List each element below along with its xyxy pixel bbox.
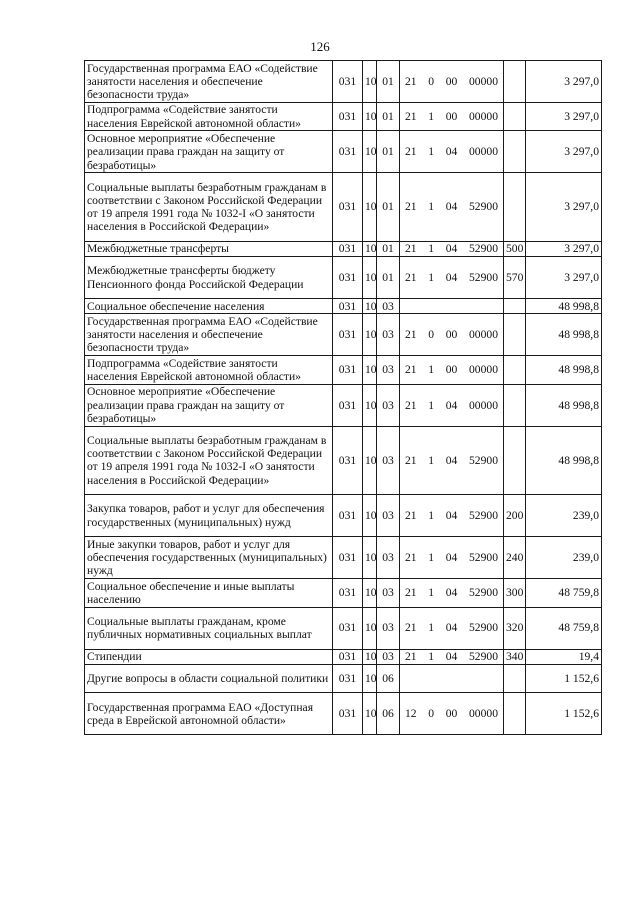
section-code-cell: 10 xyxy=(363,693,377,735)
target-article-cell xyxy=(400,102,504,131)
target-article-part: 1 xyxy=(428,509,435,523)
subsection-code-cell: 03 xyxy=(377,314,400,356)
table-body xyxy=(85,61,602,735)
target-article-part: 21 xyxy=(405,453,417,467)
target-article-code xyxy=(402,145,501,158)
expense-type-cell: 200 xyxy=(504,495,526,537)
page-number: 126 xyxy=(310,39,330,54)
target-article-part: 21 xyxy=(405,650,417,663)
ved-code-cell: 031 xyxy=(333,61,363,103)
table-row xyxy=(85,693,602,735)
subsection-code-cell: 03 xyxy=(377,537,400,579)
target-article-part: 04 xyxy=(445,586,458,600)
target-article-cell xyxy=(400,607,504,649)
subsection-code-cell: 01 xyxy=(377,102,400,131)
row-name-cell: Государственная программа ЕАО «Содействие занятости населения и обеспечение безопасности труда» xyxy=(85,314,333,356)
target-article-cell xyxy=(400,299,504,314)
target-article-cell xyxy=(400,693,504,735)
target-article-cell xyxy=(400,649,504,664)
table-row xyxy=(85,537,602,579)
subsection-code-cell: 03 xyxy=(377,649,400,664)
amount-cell: 3 297,0 xyxy=(526,257,602,299)
ved-code-cell: 031 xyxy=(333,579,363,608)
target-article-code xyxy=(402,621,501,634)
expense-type-cell xyxy=(504,173,526,242)
target-article-cell xyxy=(400,495,504,537)
row-name-cell: Межбюджетные трансферты бюджету Пенсионного фонда Российской Федерации xyxy=(85,257,333,299)
subsection-code-cell: 06 xyxy=(377,693,400,735)
target-article-part: 0 xyxy=(428,707,435,721)
ved-code-cell: 031 xyxy=(333,693,363,735)
target-article-part: 1 xyxy=(428,270,435,284)
target-article-part: 21 xyxy=(405,200,417,214)
row-name-cell: Основное мероприятие «Обеспечение реализации права граждан на защиту от безработицы» xyxy=(85,384,333,426)
ved-code-cell: 031 xyxy=(333,241,363,256)
target-article-part: 00000 xyxy=(469,363,498,377)
amount-cell: 48 998,8 xyxy=(526,299,602,314)
expense-type-cell xyxy=(504,131,526,173)
target-article-cell xyxy=(400,426,504,495)
expense-type-cell xyxy=(504,693,526,735)
expense-type-cell xyxy=(504,299,526,314)
subsection-code-cell: 03 xyxy=(377,299,400,314)
target-article-part: 21 xyxy=(405,270,417,284)
amount-cell: 239,0 xyxy=(526,537,602,579)
target-article-code xyxy=(402,328,501,341)
amount-cell: 19,4 xyxy=(526,649,602,664)
subsection-code-cell: 03 xyxy=(377,607,400,649)
amount-cell: 48 998,8 xyxy=(526,356,602,385)
target-article-part: 21 xyxy=(405,398,417,412)
table-row xyxy=(85,61,602,103)
section-code-cell: 10 xyxy=(363,314,377,356)
target-article-part: 52900 xyxy=(469,509,498,523)
amount-cell: 48 998,8 xyxy=(526,426,602,495)
subsection-code-cell: 03 xyxy=(377,384,400,426)
target-article-part: 1 xyxy=(428,145,435,159)
target-article-part: 1 xyxy=(428,621,435,635)
ved-code-cell: 031 xyxy=(333,299,363,314)
expense-type-cell xyxy=(504,102,526,131)
table-row xyxy=(85,131,602,173)
target-article-cell xyxy=(400,579,504,608)
target-article-part: 52900 xyxy=(469,270,498,284)
row-name-cell: Закупка товаров, работ и услуг для обеспечения государственных (муниципальных) нужд xyxy=(85,495,333,537)
table-row xyxy=(85,173,602,242)
target-article-code xyxy=(402,509,501,522)
section-code-cell: 10 xyxy=(363,649,377,664)
target-article-code xyxy=(402,363,501,376)
table-row xyxy=(85,579,602,608)
target-article-part: 04 xyxy=(445,145,458,159)
amount-cell: 3 297,0 xyxy=(526,131,602,173)
target-article-cell xyxy=(400,257,504,299)
target-article-part: 1 xyxy=(428,550,435,564)
target-article-part: 04 xyxy=(445,650,458,663)
section-code-cell: 10 xyxy=(363,299,377,314)
target-article-cell xyxy=(400,173,504,242)
table-row xyxy=(85,649,602,664)
section-code-cell: 10 xyxy=(363,664,377,693)
row-name-cell: Другие вопросы в области социальной политики xyxy=(85,664,333,693)
target-article-code xyxy=(402,454,501,467)
target-article-part: 52900 xyxy=(469,453,498,467)
target-article-part: 00 xyxy=(445,110,458,124)
target-article-part: 1 xyxy=(428,586,435,600)
target-article-part: 00000 xyxy=(469,398,498,412)
target-article-cell xyxy=(400,241,504,256)
subsection-code-cell: 01 xyxy=(377,61,400,103)
table-row xyxy=(85,664,602,693)
target-article-code xyxy=(402,75,501,88)
amount-cell: 3 297,0 xyxy=(526,102,602,131)
amount-cell: 239,0 xyxy=(526,495,602,537)
target-article-part: 00 xyxy=(445,328,458,342)
subsection-code-cell: 01 xyxy=(377,173,400,242)
section-code-cell: 10 xyxy=(363,131,377,173)
subsection-code-cell: 01 xyxy=(377,241,400,256)
expense-type-cell: 340 xyxy=(504,649,526,664)
section-code-cell: 10 xyxy=(363,607,377,649)
section-code-cell: 10 xyxy=(363,495,377,537)
target-article-code xyxy=(402,551,501,564)
target-article-part: 04 xyxy=(445,550,458,564)
expense-type-cell: 240 xyxy=(504,537,526,579)
target-article-cell xyxy=(400,384,504,426)
target-article-part: 21 xyxy=(405,328,417,342)
row-name-cell: Подпрограмма «Содействие занятости населения Еврейской автономной области» xyxy=(85,102,333,131)
section-code-cell: 10 xyxy=(363,537,377,579)
expense-type-cell: 320 xyxy=(504,607,526,649)
section-code-cell: 10 xyxy=(363,257,377,299)
expense-type-cell xyxy=(504,664,526,693)
section-code-cell: 10 xyxy=(363,61,377,103)
target-article-part: 0 xyxy=(428,74,435,88)
table-row xyxy=(85,299,602,314)
row-name-cell: Основное мероприятие «Обеспечение реализации права граждан на защиту от безработицы» xyxy=(85,131,333,173)
amount-cell: 1 152,6 xyxy=(526,693,602,735)
expense-type-cell xyxy=(504,356,526,385)
expense-type-cell: 500 xyxy=(504,241,526,256)
expense-type-cell xyxy=(504,61,526,103)
row-name-cell: Социальные выплаты гражданам, кроме публичных нормативных социальных выплат xyxy=(85,607,333,649)
target-article-part: 04 xyxy=(445,621,458,635)
target-article-code xyxy=(402,110,501,123)
row-name-cell: Государственная программа ЕАО «Доступная среда в Еврейской автономной области» xyxy=(85,693,333,735)
table-row xyxy=(85,495,602,537)
target-article-part: 00000 xyxy=(469,328,498,342)
ved-code-cell: 031 xyxy=(333,131,363,173)
target-article-part: 00000 xyxy=(469,707,498,721)
target-article-code xyxy=(402,200,501,213)
amount-cell: 48 998,8 xyxy=(526,314,602,356)
target-article-cell xyxy=(400,314,504,356)
target-article-part: 04 xyxy=(445,398,458,412)
section-code-cell: 10 xyxy=(363,241,377,256)
amount-cell: 48 759,8 xyxy=(526,607,602,649)
target-article-code xyxy=(402,707,501,720)
ved-code-cell: 031 xyxy=(333,537,363,579)
amount-cell: 48 998,8 xyxy=(526,384,602,426)
target-article-cell xyxy=(400,356,504,385)
target-article-part: 1 xyxy=(428,200,435,214)
target-article-part: 21 xyxy=(405,145,417,159)
target-article-part: 21 xyxy=(405,363,417,377)
expense-type-cell: 570 xyxy=(504,257,526,299)
expense-type-cell xyxy=(504,314,526,356)
table-row xyxy=(85,314,602,356)
target-article-part: 04 xyxy=(445,453,458,467)
target-article-part: 21 xyxy=(405,242,417,256)
table-row xyxy=(85,241,602,256)
target-article-part: 52900 xyxy=(469,586,498,600)
target-article-part: 00000 xyxy=(469,110,498,124)
target-article-part: 0 xyxy=(428,328,435,342)
ved-code-cell: 031 xyxy=(333,257,363,299)
target-article-code xyxy=(402,271,501,284)
target-article-part: 1 xyxy=(428,650,435,663)
ved-code-cell: 031 xyxy=(333,356,363,385)
amount-cell: 3 297,0 xyxy=(526,61,602,103)
target-article-part: 00 xyxy=(445,363,458,377)
section-code-cell: 10 xyxy=(363,426,377,495)
target-article-cell xyxy=(400,537,504,579)
section-code-cell: 10 xyxy=(363,173,377,242)
target-article-part: 52900 xyxy=(469,621,498,635)
table-row xyxy=(85,102,602,131)
table-row xyxy=(85,607,602,649)
target-article-part: 21 xyxy=(405,110,417,124)
row-name-cell: Стипендии xyxy=(85,649,333,664)
subsection-code-cell: 03 xyxy=(377,356,400,385)
target-article-part: 04 xyxy=(445,242,458,256)
row-name-cell: Иные закупки товаров, работ и услуг для обеспечения государственных (муниципальных) нужд xyxy=(85,537,333,579)
section-code-cell: 10 xyxy=(363,102,377,131)
target-article-part: 21 xyxy=(405,509,417,523)
target-article-part: 52900 xyxy=(469,242,498,256)
expense-type-cell: 300 xyxy=(504,579,526,608)
target-article-cell xyxy=(400,131,504,173)
target-article-part: 04 xyxy=(445,270,458,284)
target-article-part: 00000 xyxy=(469,74,498,88)
ved-code-cell: 031 xyxy=(333,664,363,693)
target-article-part: 52900 xyxy=(469,200,498,214)
target-article-cell xyxy=(400,664,504,693)
target-article-part: 21 xyxy=(405,621,417,635)
section-code-cell: 10 xyxy=(363,356,377,385)
row-name-cell: Социальные выплаты безработным гражданам в соответствии с Законом Российской Федерации от 19 апреля 1991 года № 1032-I «О занятости населения в Российской Федерации» xyxy=(85,173,333,242)
section-code-cell: 10 xyxy=(363,384,377,426)
ved-code-cell: 031 xyxy=(333,173,363,242)
ved-code-cell: 031 xyxy=(333,102,363,131)
target-article-code xyxy=(402,242,501,255)
target-article-part: 04 xyxy=(445,200,458,214)
row-name-cell: Социальные выплаты безработным гражданам в соответствии с Законом Российской Федерации от 19 апреля 1991 года № 1032-I «О занятости населения в Российской Федерации» xyxy=(85,426,333,495)
target-article-cell xyxy=(400,61,504,103)
table-row xyxy=(85,426,602,495)
target-article-code xyxy=(402,586,501,599)
table-row xyxy=(85,384,602,426)
target-article-part: 1 xyxy=(428,363,435,377)
target-article-code xyxy=(402,399,501,412)
target-article-part: 1 xyxy=(428,398,435,412)
target-article-code xyxy=(402,650,501,663)
amount-cell: 48 759,8 xyxy=(526,579,602,608)
table-row xyxy=(85,257,602,299)
row-name-cell: Подпрограмма «Содействие занятости населения Еврейской автономной области» xyxy=(85,356,333,385)
target-article-part: 00 xyxy=(445,707,458,721)
target-article-part: 52900 xyxy=(469,550,498,564)
target-article-part: 1 xyxy=(428,453,435,467)
ved-code-cell: 031 xyxy=(333,426,363,495)
target-article-part: 52900 xyxy=(469,650,498,663)
amount-cell: 3 297,0 xyxy=(526,241,602,256)
target-article-part: 1 xyxy=(428,110,435,124)
target-article-part: 00 xyxy=(445,74,458,88)
target-article-part: 12 xyxy=(405,707,417,721)
subsection-code-cell: 03 xyxy=(377,426,400,495)
ved-code-cell: 031 xyxy=(333,495,363,537)
target-article-part: 21 xyxy=(405,586,417,600)
subsection-code-cell: 03 xyxy=(377,495,400,537)
target-article-part: 21 xyxy=(405,74,417,88)
row-name-cell: Межбюджетные трансферты xyxy=(85,241,333,256)
budget-table xyxy=(84,60,602,735)
ved-code-cell: 031 xyxy=(333,314,363,356)
amount-cell: 3 297,0 xyxy=(526,173,602,242)
subsection-code-cell: 03 xyxy=(377,579,400,608)
subsection-code-cell: 01 xyxy=(377,257,400,299)
target-article-part: 1 xyxy=(428,242,435,256)
ved-code-cell: 031 xyxy=(333,649,363,664)
target-article-part: 04 xyxy=(445,509,458,523)
target-article-part: 00000 xyxy=(469,145,498,159)
target-article-part: 21 xyxy=(405,550,417,564)
expense-type-cell xyxy=(504,384,526,426)
row-name-cell: Социальное обеспечение населения xyxy=(85,299,333,314)
table-row xyxy=(85,356,602,385)
subsection-code-cell: 06 xyxy=(377,664,400,693)
subsection-code-cell: 01 xyxy=(377,131,400,173)
ved-code-cell: 031 xyxy=(333,607,363,649)
amount-cell: 1 152,6 xyxy=(526,664,602,693)
expense-type-cell xyxy=(504,426,526,495)
row-name-cell: Социальное обеспечение и иные выплаты населению xyxy=(85,579,333,608)
section-code-cell: 10 xyxy=(363,579,377,608)
ved-code-cell: 031 xyxy=(333,384,363,426)
row-name-cell: Государственная программа ЕАО «Содействие занятости населения и обеспечение безопасности труда» xyxy=(85,61,333,103)
